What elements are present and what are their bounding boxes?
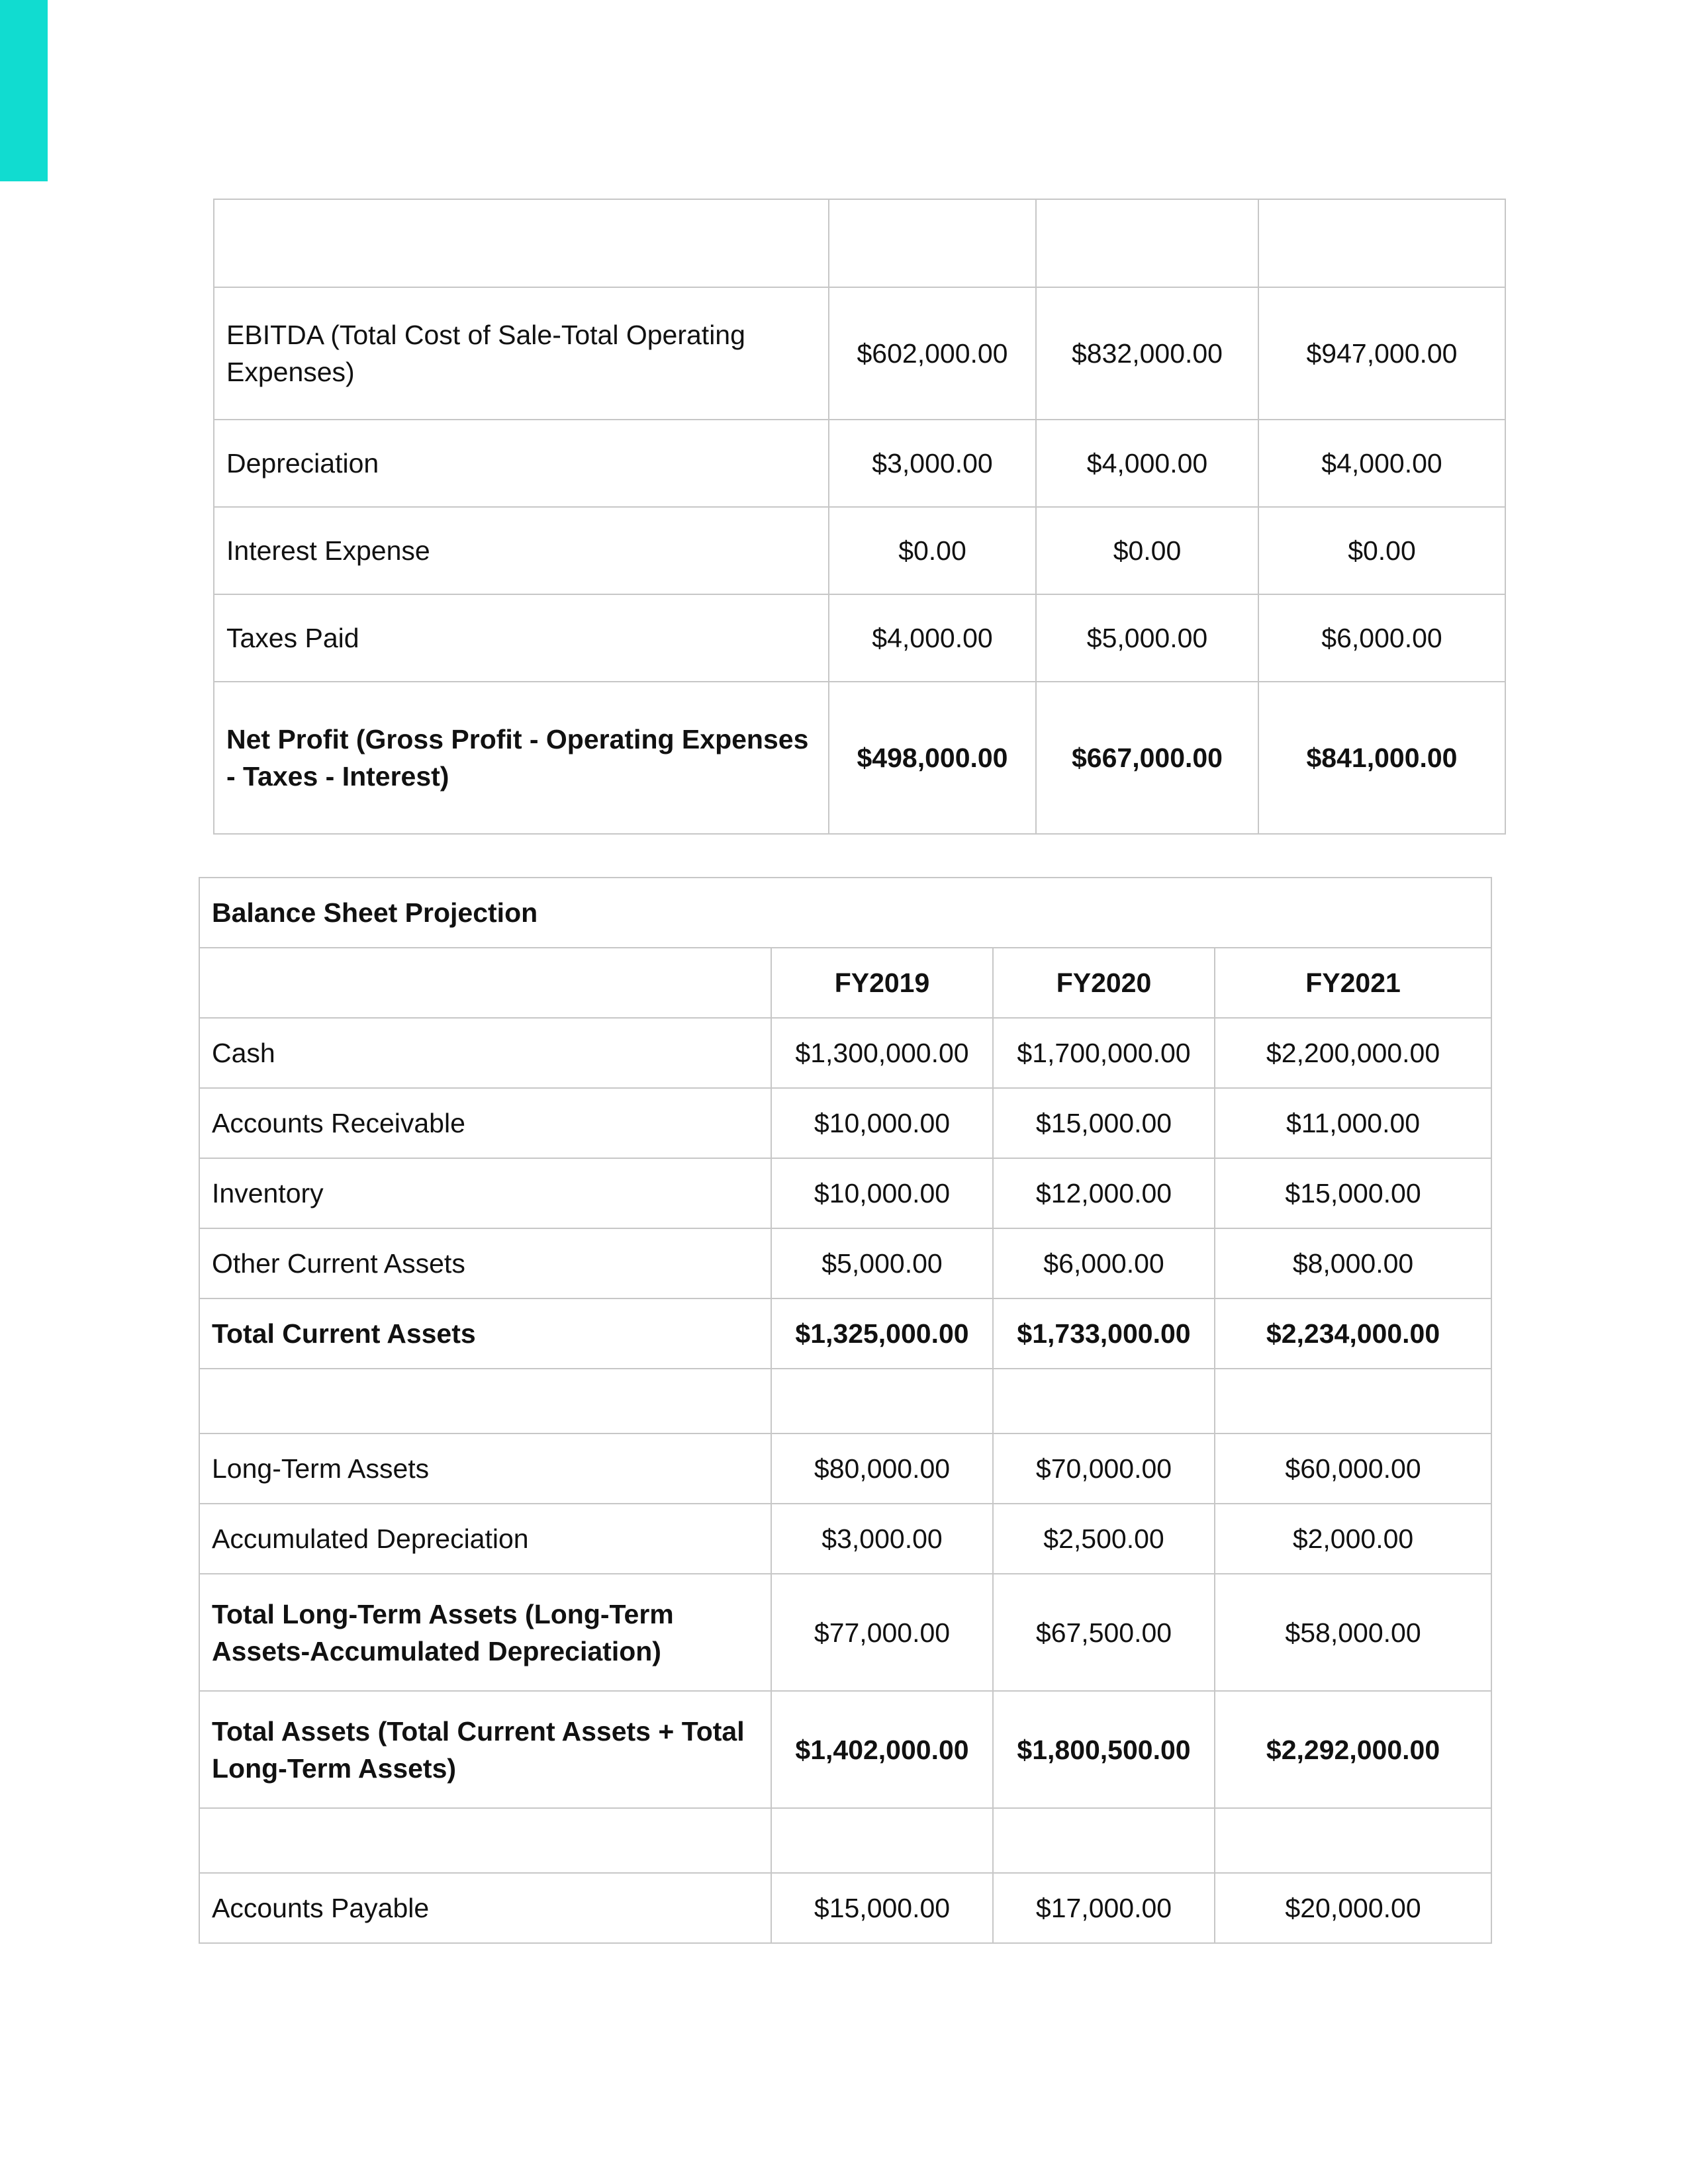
total-current-assets-row xyxy=(199,1298,1491,1369)
row-value: $5,000.00 xyxy=(1036,594,1258,682)
row-value: $3,000.00 xyxy=(771,1504,993,1574)
depreciation-row xyxy=(214,420,1505,507)
profit-loss-table xyxy=(213,199,1506,835)
row-value xyxy=(1258,199,1505,287)
row-value: $6,000.00 xyxy=(1258,594,1505,682)
row-value xyxy=(771,1808,993,1873)
cash-row xyxy=(199,1018,1491,1088)
row-label: Long-Term Assets xyxy=(199,1433,771,1504)
row-label: Accounts Payable xyxy=(199,1873,771,1943)
column-header-fy2019: FY2019 xyxy=(771,948,993,1018)
row-label: Cash xyxy=(199,1018,771,1088)
accounts-receivable-row xyxy=(199,1088,1491,1158)
row-label: Other Current Assets xyxy=(199,1228,771,1298)
row-value: $832,000.00 xyxy=(1036,287,1258,420)
row-value: $947,000.00 xyxy=(1258,287,1505,420)
spacer-row xyxy=(199,1369,1491,1433)
accumulated-depreciation-row xyxy=(199,1504,1491,1574)
total-long-term-assets-row xyxy=(199,1574,1491,1691)
row-value: $15,000.00 xyxy=(993,1088,1215,1158)
taxes-paid-row xyxy=(214,594,1505,682)
column-header xyxy=(199,948,771,1018)
net-profit-row xyxy=(214,682,1505,834)
row-value: $0.00 xyxy=(829,507,1036,594)
row-value: $4,000.00 xyxy=(1036,420,1258,507)
balance-sheet-table xyxy=(199,877,1492,1944)
row-value: $3,000.00 xyxy=(829,420,1036,507)
row-value: $6,000.00 xyxy=(993,1228,1215,1298)
row-value: $2,292,000.00 xyxy=(1215,1691,1491,1808)
accent-bar xyxy=(0,0,48,181)
row-label: Depreciation xyxy=(214,420,829,507)
row-value: $0.00 xyxy=(1036,507,1258,594)
row-value: $602,000.00 xyxy=(829,287,1036,420)
interest-expense-row xyxy=(214,507,1505,594)
row-label xyxy=(199,1369,771,1433)
row-value: $17,000.00 xyxy=(993,1873,1215,1943)
row-value: $1,325,000.00 xyxy=(771,1298,993,1369)
row-label: EBITDA (Total Cost of Sale-Total Operating Expenses) xyxy=(214,287,829,420)
row-label xyxy=(214,199,829,287)
row-value xyxy=(1215,1369,1491,1433)
row-value: $2,000.00 xyxy=(1215,1504,1491,1574)
row-value: $1,402,000.00 xyxy=(771,1691,993,1808)
long-term-assets-row xyxy=(199,1433,1491,1504)
row-value: $60,000.00 xyxy=(1215,1433,1491,1504)
row-value xyxy=(771,1369,993,1433)
row-value: $15,000.00 xyxy=(771,1873,993,1943)
row-value xyxy=(1036,199,1258,287)
row-value: $1,300,000.00 xyxy=(771,1018,993,1088)
table-title: Balance Sheet Projection xyxy=(199,878,1491,948)
row-value xyxy=(829,199,1036,287)
row-label: Taxes Paid xyxy=(214,594,829,682)
row-value: $2,500.00 xyxy=(993,1504,1215,1574)
row-value: $1,800,500.00 xyxy=(993,1691,1215,1808)
row-value xyxy=(1215,1808,1491,1873)
row-value xyxy=(993,1369,1215,1433)
row-value: $1,733,000.00 xyxy=(993,1298,1215,1369)
row-value: $10,000.00 xyxy=(771,1088,993,1158)
row-label: Interest Expense xyxy=(214,507,829,594)
column-header-fy2020: FY2020 xyxy=(993,948,1215,1018)
row-label: Accumulated Depreciation xyxy=(199,1504,771,1574)
row-value: $841,000.00 xyxy=(1258,682,1505,834)
row-value: $8,000.00 xyxy=(1215,1228,1491,1298)
row-value: $15,000.00 xyxy=(1215,1158,1491,1228)
row-value: $0.00 xyxy=(1258,507,1505,594)
row-value: $11,000.00 xyxy=(1215,1088,1491,1158)
row-value: $5,000.00 xyxy=(771,1228,993,1298)
row-value: $80,000.00 xyxy=(771,1433,993,1504)
row-value: $1,700,000.00 xyxy=(993,1018,1215,1088)
row-value: $2,234,000.00 xyxy=(1215,1298,1491,1369)
row-value: $67,500.00 xyxy=(993,1574,1215,1691)
row-label xyxy=(199,1808,771,1873)
total-assets-row xyxy=(199,1691,1491,1808)
row-value: $667,000.00 xyxy=(1036,682,1258,834)
row-value: $77,000.00 xyxy=(771,1574,993,1691)
row-value: $498,000.00 xyxy=(829,682,1036,834)
row-label: Net Profit (Gross Profit - Operating Expenses - Taxes - Interest) xyxy=(214,682,829,834)
accounts-payable-row xyxy=(199,1873,1491,1943)
row-value: $20,000.00 xyxy=(1215,1873,1491,1943)
ebitda-row xyxy=(214,287,1505,420)
row-value xyxy=(993,1808,1215,1873)
row-label: Total Current Assets xyxy=(199,1298,771,1369)
row-value: $4,000.00 xyxy=(1258,420,1505,507)
row-value: $58,000.00 xyxy=(1215,1574,1491,1691)
row-value: $4,000.00 xyxy=(829,594,1036,682)
row-label: Inventory xyxy=(199,1158,771,1228)
row-value: $2,200,000.00 xyxy=(1215,1018,1491,1088)
row-label: Total Long-Term Assets (Long-Term Assets-Accumulated Depreciation) xyxy=(199,1574,771,1691)
row-value: $10,000.00 xyxy=(771,1158,993,1228)
table-row xyxy=(214,199,1505,287)
row-value: $70,000.00 xyxy=(993,1433,1215,1504)
table-title-row xyxy=(199,878,1491,948)
column-header-fy2021: FY2021 xyxy=(1215,948,1491,1018)
spacer-row xyxy=(199,1808,1491,1873)
inventory-row xyxy=(199,1158,1491,1228)
other-current-assets-row xyxy=(199,1228,1491,1298)
row-label: Total Assets (Total Current Assets + Total Long-Term Assets) xyxy=(199,1691,771,1808)
header-row xyxy=(199,948,1491,1018)
row-value: $12,000.00 xyxy=(993,1158,1215,1228)
row-label: Accounts Receivable xyxy=(199,1088,771,1158)
